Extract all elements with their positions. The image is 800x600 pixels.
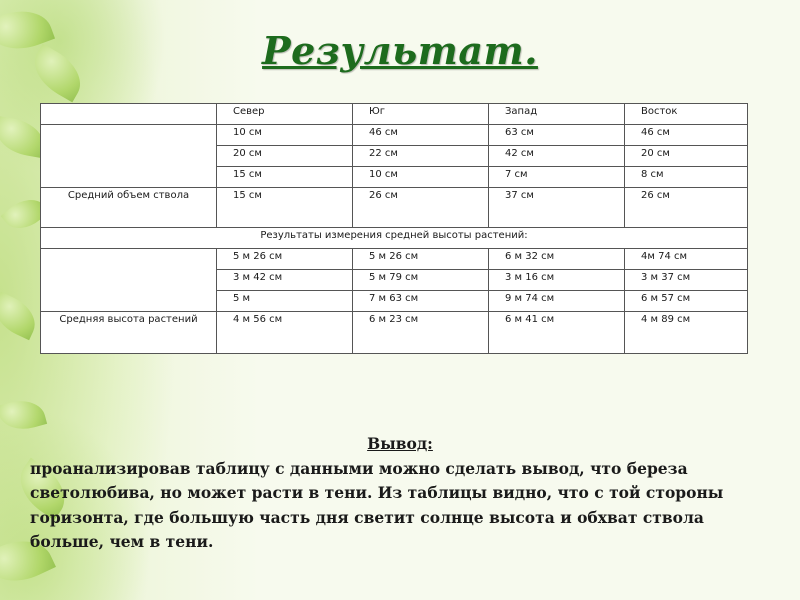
- table-cell: 4м 74 см: [625, 249, 748, 270]
- table-cell: 6 м 32 см: [489, 249, 625, 270]
- results-table: [40, 103, 748, 354]
- table-cell: 20 см: [625, 146, 748, 167]
- column-header-south: Юг: [353, 104, 489, 125]
- table-cell: 26 см: [625, 188, 748, 228]
- table-cell: 7 см: [489, 167, 625, 188]
- table-cell: 37 см: [489, 188, 625, 228]
- table-cell: 6 м 41 см: [489, 312, 625, 354]
- table-cell: 15 см: [217, 167, 353, 188]
- table-cell: 26 см: [353, 188, 489, 228]
- table-cell: 5 м 26 см: [353, 249, 489, 270]
- table-row: [41, 249, 748, 270]
- row-label-height-average: Средняя высота растений: [41, 312, 217, 354]
- column-header-north: Север: [217, 104, 353, 125]
- table-cell: 3 м 37 см: [625, 270, 748, 291]
- trunk-average-row: [41, 188, 748, 228]
- table-corner-cell: [41, 104, 217, 125]
- table-row: [41, 125, 748, 146]
- table-cell: 4 м 89 см: [625, 312, 748, 354]
- table-cell: 4 м 56 см: [217, 312, 353, 354]
- table-cell: 6 м 57 см: [625, 291, 748, 312]
- row-label-cell: [41, 125, 217, 188]
- table-header-row: [41, 104, 748, 125]
- table-cell: 3 м 42 см: [217, 270, 353, 291]
- table-cell: 5 м 79 см: [353, 270, 489, 291]
- row-label-cell: [41, 249, 217, 312]
- table-cell: 3 м 16 см: [489, 270, 625, 291]
- height-average-row: [41, 312, 748, 354]
- table-cell: 46 см: [625, 125, 748, 146]
- table-cell: 10 см: [217, 125, 353, 146]
- table-cell: 5 м: [217, 291, 353, 312]
- conclusion-heading: Вывод:: [367, 434, 433, 453]
- section-title-row: [41, 228, 748, 249]
- conclusion-block: [30, 432, 770, 555]
- table-cell: 42 см: [489, 146, 625, 167]
- table-cell: 63 см: [489, 125, 625, 146]
- table-cell: 9 м 74 см: [489, 291, 625, 312]
- table-cell: 46 см: [353, 125, 489, 146]
- table-cell: 5 м 26 см: [217, 249, 353, 270]
- table-cell: 8 см: [625, 167, 748, 188]
- section-title: Результаты измерения средней высоты растений:: [41, 228, 748, 249]
- table-cell: 6 м 23 см: [353, 312, 489, 354]
- table-cell: 7 м 63 см: [353, 291, 489, 312]
- column-header-west: Запад: [489, 104, 625, 125]
- column-header-east: Восток: [625, 104, 748, 125]
- table-cell: 10 см: [353, 167, 489, 188]
- table-cell: 20 см: [217, 146, 353, 167]
- row-label-trunk-average: Средний объем ствола: [41, 188, 217, 228]
- table-cell: 22 см: [353, 146, 489, 167]
- table-cell: 15 см: [217, 188, 353, 228]
- page-title: Результат.: [262, 28, 538, 73]
- conclusion-text: проанализировав таблицу с данными можно сделать вывод, что береза светолюбива, но может расти в тени. Из таблицы видно, что с той стороны горизонта, где большую часть дня светит солнце высота и обхват ствола больше, чем в тени.: [30, 458, 724, 551]
